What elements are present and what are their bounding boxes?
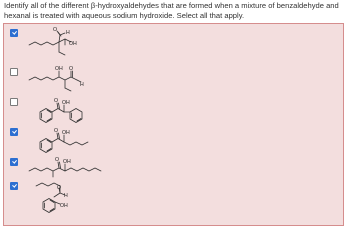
option-3-atom-oh: OH [62,100,70,106]
question-text: Identify all of the different β-hydroxyaldehydes that are formed when a mixture of benzaldehyde and hexanal is treated with aqueous sodium hydroxide. Select all that apply. [4,1,339,20]
option-4-checkbox[interactable] [10,128,18,136]
option-5-checkbox[interactable] [10,158,18,166]
option-4-atom-oh: OH [62,130,70,136]
option-6-atom-o: O [57,185,62,191]
option-6-atom-oh: OH [60,203,68,209]
option-4-atom-o: O [54,128,59,134]
option-2-checkbox[interactable] [10,68,18,76]
option-5-atom-oh: OH [63,159,71,165]
option-2-atom-o: O [69,66,74,72]
option-5-atom-o: O [55,157,60,163]
option-6-atom-h: H [64,193,68,199]
option-6-checkbox[interactable] [10,182,18,190]
option-3-checkbox[interactable] [10,98,18,106]
option-1-atom-oh: OH [69,41,77,47]
option-6-structure [24,178,134,226]
option-1-structure [24,23,134,59]
option-1-checkbox[interactable] [10,29,18,37]
option-2-atom-oh: OH [55,66,63,72]
option-3-atom-o: O [54,98,59,104]
option-2-structure [24,60,134,96]
option-1-atom-o: O [53,27,58,33]
option-1-atom-h: H [66,30,70,36]
option-2-atom-h: H [80,82,84,88]
